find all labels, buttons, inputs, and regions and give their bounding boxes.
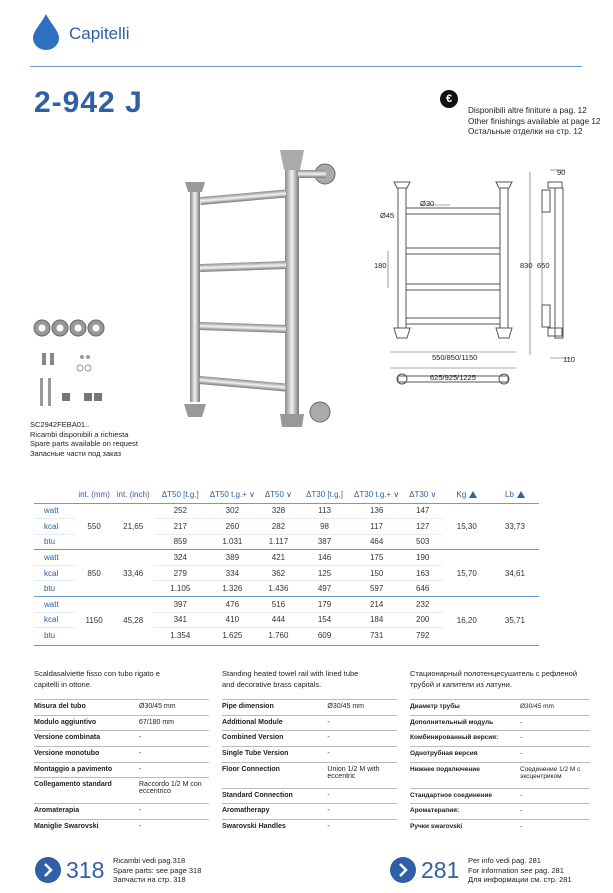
- spec-row: Нижнее подключение Соединение 1/2 M с эксцентриком: [410, 762, 590, 788]
- technical-drawing: [370, 160, 585, 420]
- spec-row: Pipe dimension Ø30/45 mm: [222, 700, 397, 716]
- spec-row: Дополнительный модуль -: [410, 715, 590, 731]
- dim-spacing: 180: [374, 261, 387, 270]
- spec-row: Ручки swarovski -: [410, 820, 590, 836]
- spec-row: Стандартное соединение -: [410, 788, 590, 804]
- page-title: Capitelli: [69, 24, 130, 43]
- spec-row: Standard Connection -: [222, 788, 397, 804]
- spec-row: Additional Module -: [222, 715, 397, 731]
- spec-row: Floor Connection Union 1/2 M with eccentric: [222, 762, 397, 788]
- table-row: watt 850 33,46 324 389 421 146 175 190 15,70 34,61: [34, 550, 539, 566]
- arrow-right-icon: [34, 856, 62, 884]
- table-row: watt 550 21,65 252 302 328 113 136 147 15,30 33,73: [34, 503, 539, 519]
- table-row: kcal 341 410 444 154 184 200: [34, 612, 539, 628]
- model-code: 2-942 J: [34, 86, 143, 119]
- performance-table: int. (mm) int. (inch) ΔT50 [t.g.] ΔT50 t.g.+ ∨ ΔT50 ∨ ΔT30 [t.g.] ΔT30 t.g.+ ∨ ΔT30 ∨ Kg Lb watt 550 21,65 252 302 328 113 136 147 15,30 33,73 kcal 217 260 282 98 117 127 btu 859 1.031 1.117 387 464 503 watt 850 33,46 324 389 421 146 175 190 15,70 34,61 kcal 279 334 362 125 150 163 btu 1.105 1.326 1.436 497 597 646 watt 1150 45,28 397 476 516 179 214 232 16,20 35,71 kcal 341 410 444 154 184 200 btu 1.354 1.625 1.760 609 731 792: [34, 487, 539, 643]
- spec-row: Versione monotubo -: [34, 747, 209, 763]
- spec-row: Aromatherapy -: [222, 804, 397, 820]
- spare-parts-note: SC2942FEBA01.. Ricambi disponibili a richiesta Spare parts available on request Запасные части под заказ: [30, 420, 138, 458]
- weight-icon: [469, 491, 477, 498]
- header-divider: [30, 66, 582, 67]
- dim-lengths: 625/925/1225: [430, 373, 476, 382]
- specs-table-it: [34, 699, 209, 835]
- product-image: [180, 142, 340, 432]
- dim-height-a: 830: [520, 261, 533, 270]
- footer-text: Ricambi vedi pag.318 Spare parts: see page 318 Запчасти на стр. 318: [113, 856, 202, 884]
- specs-table-ru: [410, 699, 590, 835]
- table-row: kcal 217 260 282 98 117 127: [34, 519, 539, 535]
- table-row: watt 1150 45,28 397 476 516 179 214 232 16,20 35,71: [34, 597, 539, 613]
- spec-row: Swarovski Handles -: [222, 820, 397, 836]
- dim-height-b: 650: [537, 261, 550, 270]
- dim-bottom: 110: [563, 355, 575, 364]
- description-it: Scaldasalviette fisso con tubo rigato e capitelli in ottone.: [34, 669, 160, 689]
- description-ru: Стационарный полотенцесушитель с рефленой трубой и капители из латуни.: [410, 669, 578, 689]
- dim-tube: Ø30: [420, 199, 435, 208]
- water-drop-icon: [30, 13, 62, 51]
- weight-icon: [517, 491, 525, 498]
- dim-widths: 550/850/1150: [432, 353, 478, 362]
- spec-row: Ароматерапия: -: [410, 804, 590, 820]
- spec-row: Collegamento standard Raccordo 1/2 M con eccentrico: [34, 778, 209, 804]
- footer-text: Per info vedi pag. 281 For information see pag. 281 Для информации см. стр. 281: [468, 856, 572, 884]
- table-row: btu 1.105 1.326 1.436 497 597 646: [34, 581, 539, 597]
- spec-row: Maniglie Swarovski -: [34, 820, 209, 836]
- spec-row: Misura del tubo Ø30/45 mm: [34, 700, 209, 716]
- euro-icon: €: [440, 90, 458, 108]
- spec-row: Single Tube Version -: [222, 747, 397, 763]
- dim-capital: Ø45: [380, 211, 395, 220]
- table-row: btu 859 1.031 1.117 387 464 503: [34, 534, 539, 550]
- spec-row: Aromaterapia -: [34, 804, 209, 820]
- description-en: Standing heated towel rail with lined tube and decorative brass capitals.: [222, 669, 359, 689]
- spec-row: Combined Version -: [222, 731, 397, 747]
- spec-row: Диаметр трубы Ø30/45 mm: [410, 700, 590, 716]
- spec-row: Montaggio a pavimento -: [34, 762, 209, 778]
- table-row: btu 1.354 1.625 1.760 609 731 792: [34, 628, 539, 644]
- spec-row: Versione combinata -: [34, 731, 209, 747]
- table-bottom-line: [34, 645, 539, 646]
- spec-row: Комбинированный версия: -: [410, 731, 590, 747]
- arrow-right-icon: [389, 856, 417, 884]
- footer-page-number: 318: [66, 857, 105, 883]
- spare-parts-image: [30, 318, 120, 416]
- spec-row: Однотрубная версия -: [410, 747, 590, 763]
- spec-row: Modulo aggiuntivo 67/180 mm: [34, 715, 209, 731]
- finishings-note: Disponibili altre finiture a pag. 12 Other finishings available at page 12 Остальные отделки на стр. 12: [468, 106, 601, 136]
- footer-page-number: 281: [421, 857, 460, 883]
- dim-top: 90: [557, 168, 566, 177]
- specs-table-en: [222, 699, 397, 835]
- table-row: kcal 279 334 362 125 150 163: [34, 565, 539, 581]
